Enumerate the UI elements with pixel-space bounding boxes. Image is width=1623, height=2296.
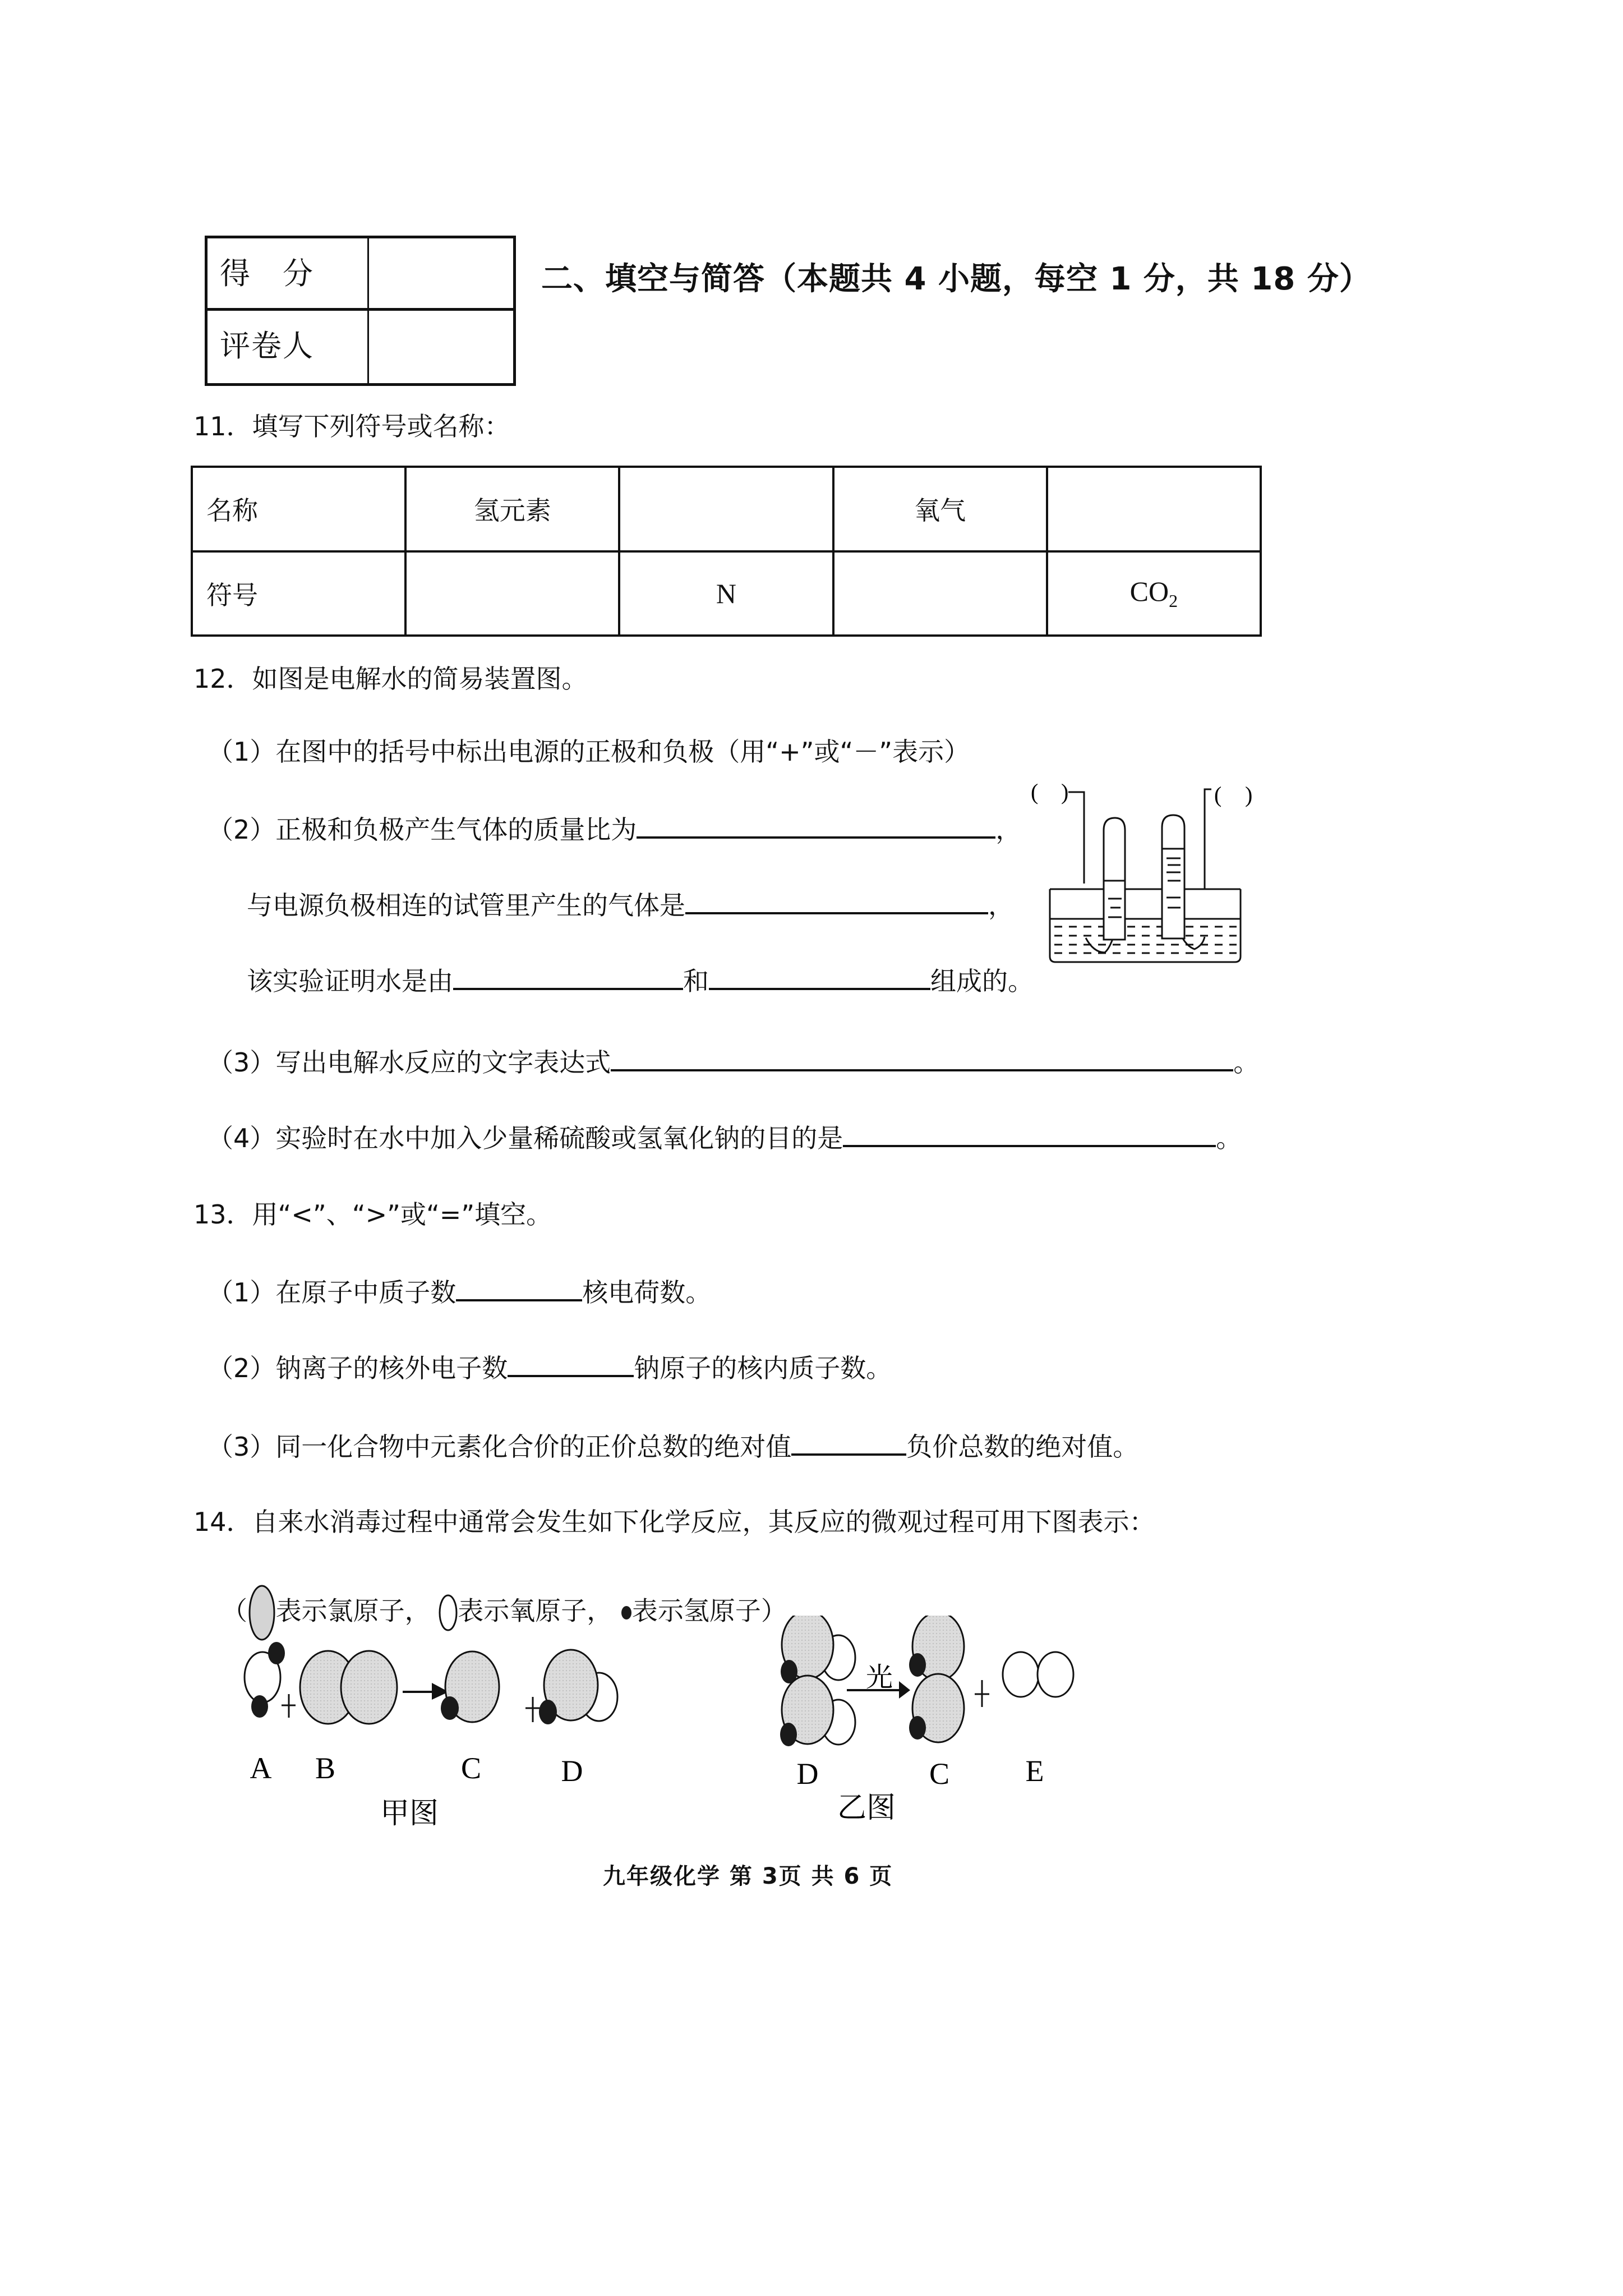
legend-paren: （ [222, 1595, 247, 1626]
q12-part2-b-text: 与电源负极相连的试管里产生的气体是 [247, 890, 685, 921]
symbol-cell-blank[interactable] [405, 551, 619, 636]
table-row-symbols [192, 551, 1261, 636]
legend-hydrogen-text: 表示氢原子） [631, 1595, 787, 1626]
q12-part2-c-text: 该实验证明水是由 [247, 966, 453, 996]
label-c: C [460, 1751, 482, 1785]
molecule-c-hcl [909, 1616, 964, 1681]
answer-blank-mass-ratio[interactable] [637, 811, 995, 839]
grader-label: 评卷人 [220, 328, 314, 364]
name-cell: 氢元素 [405, 467, 619, 551]
test-tube-right [1162, 815, 1184, 938]
molecule-d-hclo [781, 1616, 855, 1683]
molecule-c-hcl [441, 1651, 499, 1722]
label-d: D [561, 1754, 583, 1788]
punct: ， [988, 890, 1014, 921]
q13-part1 [208, 1273, 711, 1309]
answer-blank-element-1[interactable] [453, 962, 683, 990]
score-label: 得 分 [220, 256, 314, 291]
co2-subscript: 2 [1169, 591, 1178, 611]
label-d: D [796, 1757, 819, 1791]
answer-blank-element-2[interactable] [709, 962, 930, 990]
score-box [205, 236, 516, 386]
water-dashes [1054, 927, 1237, 953]
bracket-right-close: ) [1245, 782, 1253, 807]
score-row [208, 238, 513, 311]
name-cell-blank[interactable] [619, 467, 833, 551]
q12-part2-a-text: （2）正极和负极产生气体的质量比为 [208, 815, 637, 845]
name-symbol-table [191, 466, 1262, 637]
punct: ， [995, 815, 1022, 845]
q13-part2 [208, 1349, 892, 1385]
plus-sign [975, 1680, 989, 1707]
bracket-left[interactable]: ( [1031, 779, 1039, 804]
q13-part3 [208, 1428, 1138, 1464]
table-row-names [192, 467, 1261, 551]
section-title: 二、填空与简答（本题共 4 小题，每空 1 分，共 18 分） [541, 261, 1371, 297]
row-label-name: 名称 [192, 467, 405, 551]
answer-blank-negative-gas[interactable] [685, 886, 988, 914]
electrolysis-apparatus-diagram [1026, 774, 1284, 976]
answer-blank-word-equation[interactable] [611, 1043, 1233, 1071]
legend-oxygen-text: 表示氧原子， [458, 1595, 613, 1626]
wire-right [1205, 789, 1211, 889]
q13-part3-end: 负价总数的绝对值。 [906, 1432, 1139, 1462]
q12-part1: （1）在图中的括号中标出电源的正极和负极（用“+”或“－”表示） [208, 737, 970, 767]
co2-formula: CO [1129, 576, 1169, 608]
q14-prompt: 14．自来水消毒过程中通常会发生如下化学反应，其反应的微观过程可用下图表示： [193, 1507, 1155, 1537]
punct: 。 [1216, 1123, 1242, 1153]
q13-part1-end: 核电荷数。 [582, 1277, 712, 1308]
label-b: B [315, 1751, 336, 1785]
punct: 。 [1233, 1047, 1260, 1078]
bracket-left-close: ) [1061, 779, 1069, 804]
q12-part3 [208, 1043, 1259, 1079]
q12-part3-text: （3）写出电解水反应的文字表达式 [208, 1047, 611, 1078]
answer-blank-compare-3[interactable] [791, 1428, 906, 1456]
q12-part2-line2 [247, 886, 1014, 922]
score-value-field[interactable] [367, 238, 513, 308]
q13-part1-start: （1）在原子中质子数 [208, 1277, 457, 1308]
answer-blank-compare-1[interactable] [456, 1273, 582, 1301]
q12-part2-c-end: 组成的。 [930, 966, 1034, 996]
symbol-cell: N [619, 551, 833, 636]
molecule-e-oxygen [1003, 1652, 1073, 1697]
molecule-c-hcl [909, 1674, 964, 1742]
molecule-d-hclo [539, 1650, 617, 1724]
label-e: E [1025, 1754, 1044, 1788]
q12-prompt: 12．如图是电解水的简易装置图。 [193, 664, 588, 694]
page-footer: 九年级化学 第 3页 共 6 页 [603, 1864, 893, 1889]
q13-part2-start: （2）钠离子的核外电子数 [208, 1353, 508, 1383]
answer-blank-compare-2[interactable] [508, 1349, 634, 1377]
q12-part4-text: （4）实验时在水中加入少量稀硫酸或氢氧化钠的目的是 [208, 1123, 843, 1153]
bracket-right[interactable]: ( [1214, 782, 1222, 807]
q13-prompt: 13．用“<”、“>”或“=”填空。 [193, 1199, 552, 1230]
q11-prompt: 11．填写下列符号或名称： [193, 411, 510, 441]
answer-blank-purpose[interactable] [843, 1119, 1216, 1147]
molecule-b-chlorine [300, 1651, 397, 1724]
reaction-condition-light: 光 [865, 1662, 893, 1693]
plus-sign [525, 1697, 540, 1722]
grader-row [208, 311, 513, 383]
wire-left [1068, 792, 1084, 884]
q13-part3-start: （3）同一化合物中元素化合价的正价总数的绝对值 [208, 1432, 792, 1462]
name-cell-blank[interactable] [1047, 467, 1261, 551]
plus-sign [282, 1694, 296, 1718]
reaction-arrow-1 [403, 1683, 449, 1700]
symbol-cell-blank[interactable] [833, 551, 1047, 636]
legend-chlorine-text: 表示氯原子， [275, 1595, 431, 1626]
test-tube-left [1104, 818, 1125, 940]
q12-part2-line3 [247, 962, 1034, 998]
row-label-symbol: 符号 [192, 551, 405, 636]
conj-text: 和 [683, 966, 709, 996]
reaction-diagram [236, 1616, 1290, 1840]
label-c: C [929, 1757, 950, 1791]
grader-value-field[interactable] [367, 311, 513, 383]
q12-part2-line1 [208, 811, 1021, 846]
caption-jia: 甲图 [380, 1797, 439, 1830]
name-cell: 氧气 [833, 467, 1047, 551]
symbol-cell-co2 [1047, 551, 1261, 636]
molecule-a-water [245, 1642, 285, 1718]
caption-yi: 乙图 [837, 1791, 896, 1825]
water-trough [1050, 889, 1241, 962]
q13-part2-end: 钠原子的核内质子数。 [634, 1353, 892, 1383]
molecule-d-hclo [780, 1676, 855, 1746]
q12-part4 [208, 1119, 1242, 1155]
label-a: A [250, 1751, 272, 1785]
